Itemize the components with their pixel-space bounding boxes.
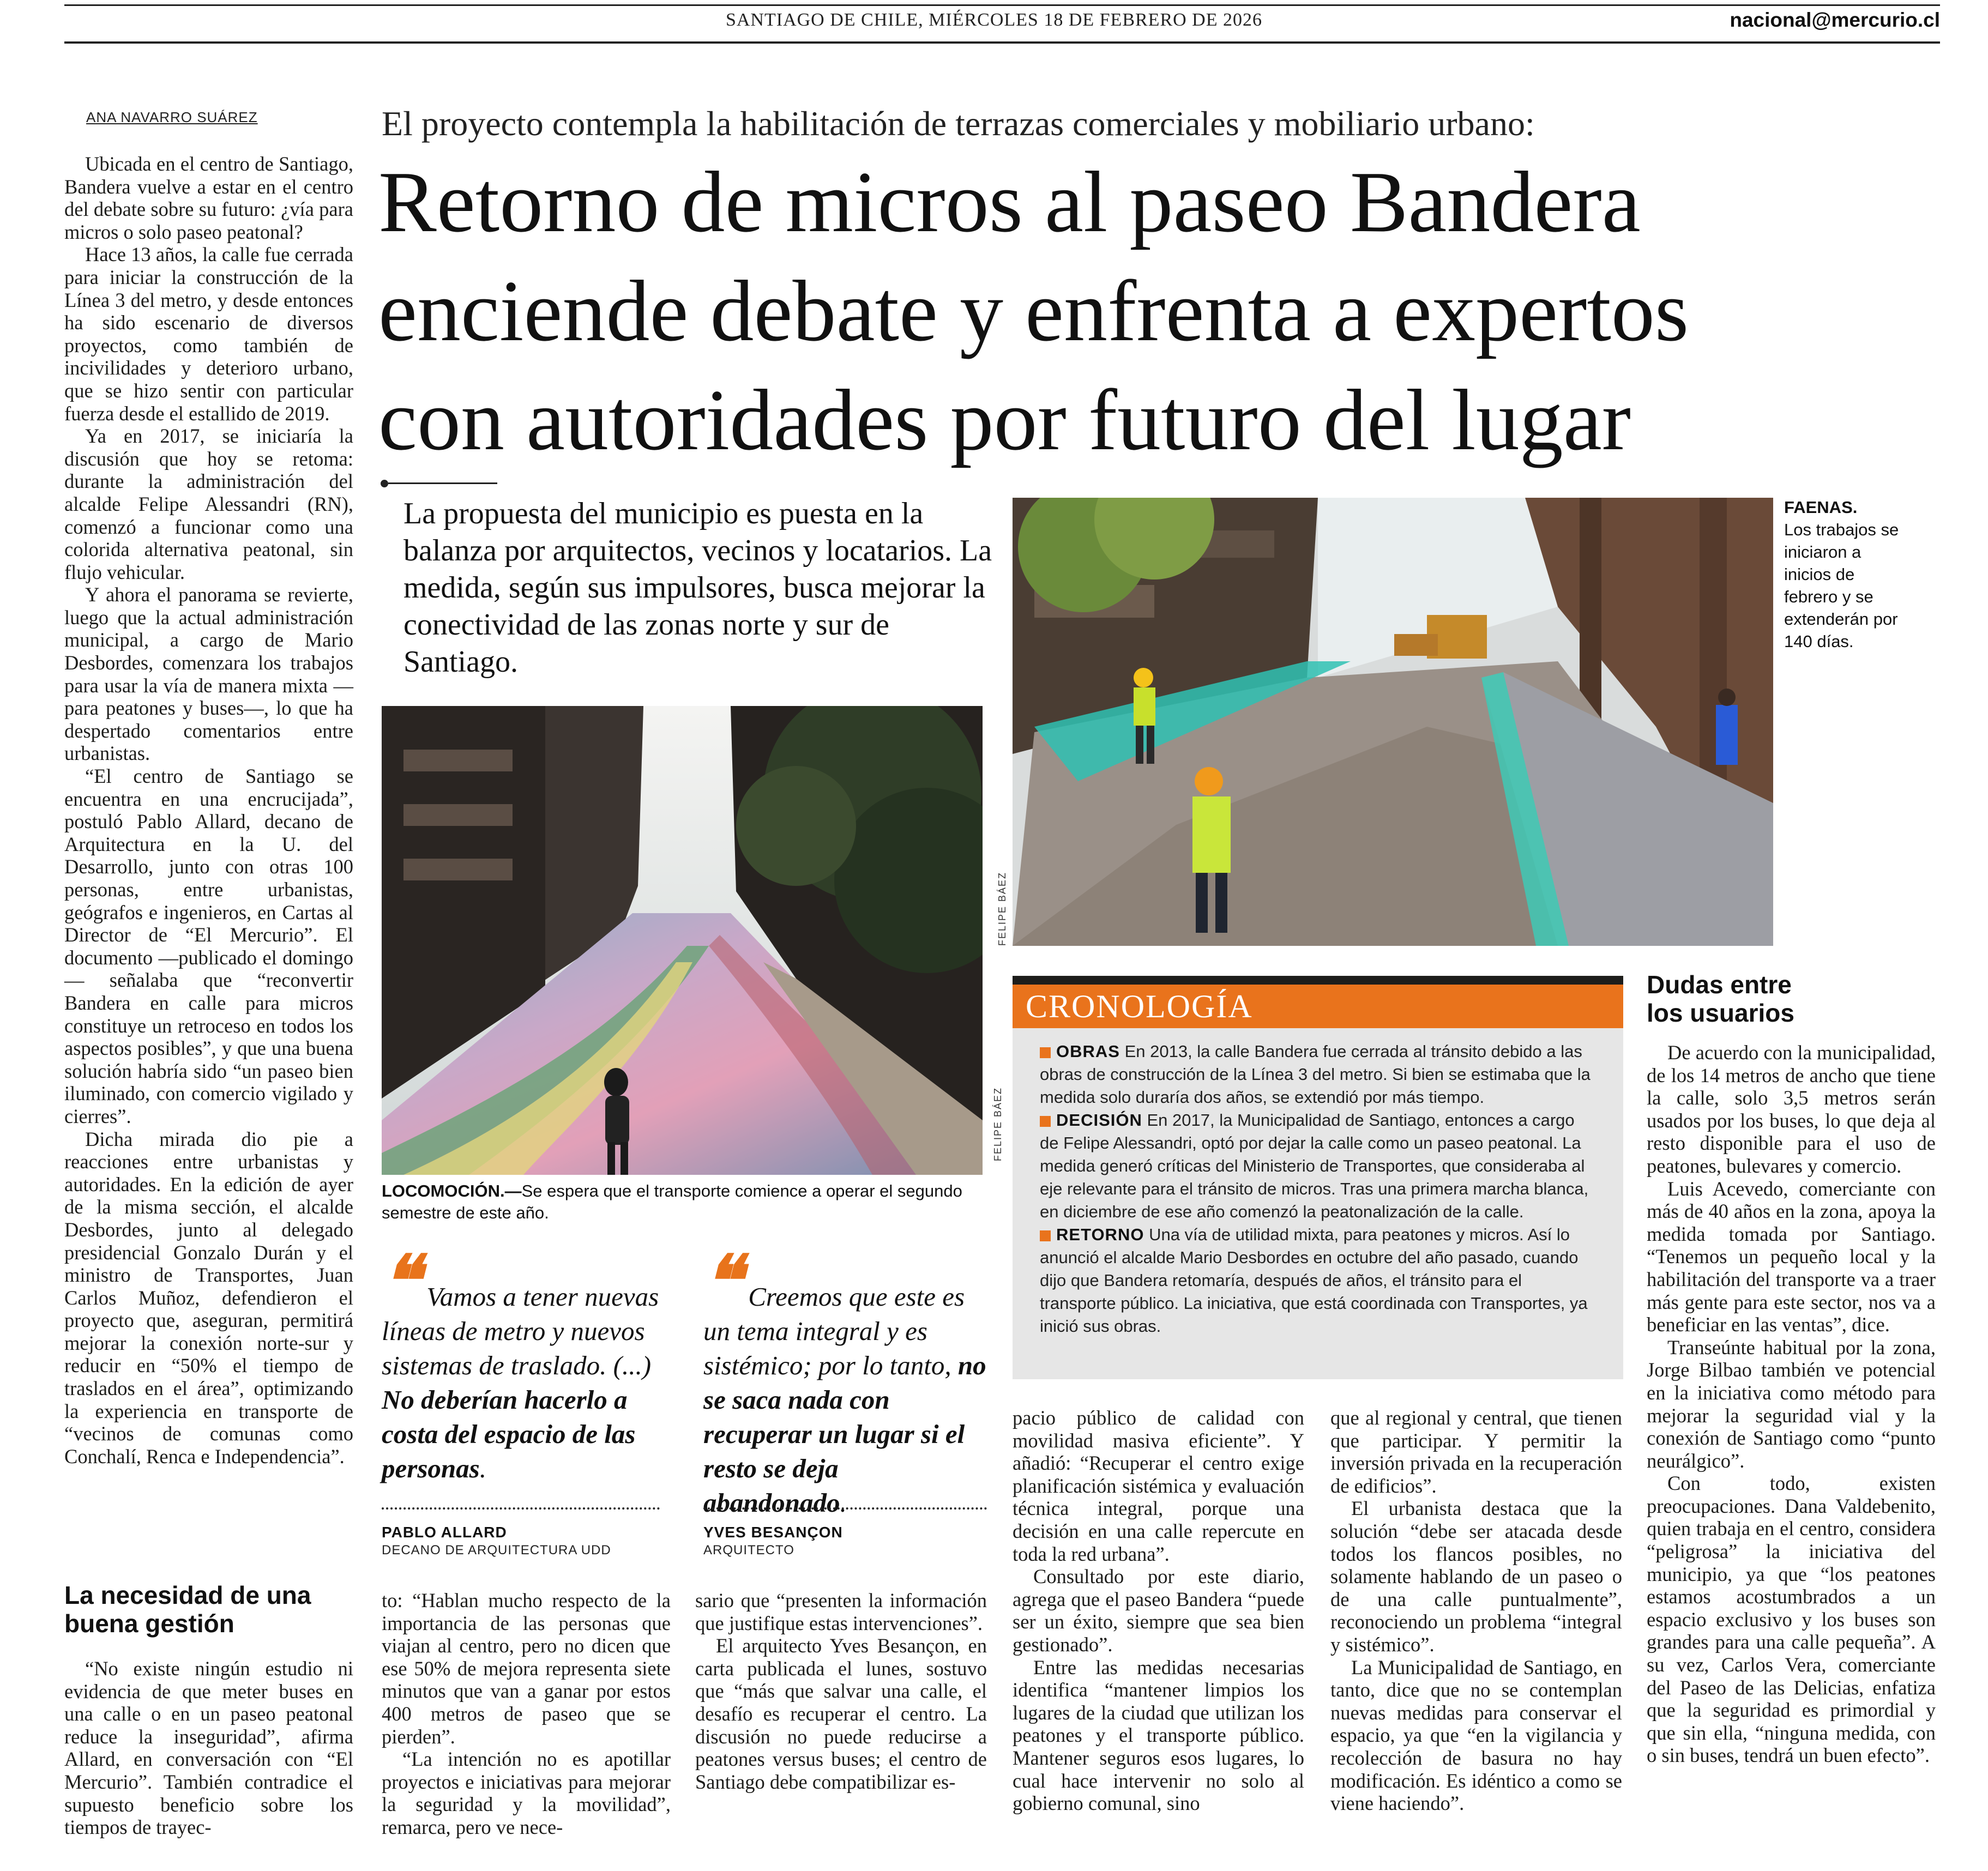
item-label: DECISIÓN <box>1056 1110 1142 1130</box>
headline-line-2: enciende debate y enfrenta a expertos <box>378 262 1689 359</box>
quote-text: Vamos a tener nuevas líneas de metro y nuevos sistemas de traslado. (...) <box>382 1282 659 1380</box>
quote-author-role: ARQUITECTO <box>703 1543 794 1558</box>
item-text: En 2017, la Municipalidad de Santiago, entonces a cargo de Felipe Alessandri, optó por dejar la calle como un paseo peatonal. La medida generó críticas del Ministerio de Transportes, que consideraba al eje relevante para el tránsito de micros. Tras una primera marcha blanca, en diciembre de ese año comenzó la peatonalización de la calle. <box>1040 1110 1589 1221</box>
cronologia-item <box>1040 1109 1596 1223</box>
caption-label: FAENAS. <box>1784 498 1858 517</box>
cronologia-item <box>1040 1040 1596 1109</box>
quote-mark-icon: ❝ <box>382 1239 420 1323</box>
bottom-column-3 <box>695 1589 987 1793</box>
quote-end: . <box>840 1488 847 1518</box>
quote-divider <box>382 1507 660 1510</box>
photo-credit-left: FELIPE BÁEZ <box>992 1087 1003 1161</box>
quote-emphasis: No deberían hacerlo a costa del espacio de las personas <box>382 1385 636 1483</box>
left-column <box>64 153 353 1468</box>
paragraph: Ya en 2017, se iniciaría la discusión que hoy se retoma: durante la administración del alcalde Felipe Alessandri (RN), comenzó a funcionar como una colorida alternativa peatonal, sin flujo vehicular. <box>64 425 353 583</box>
item-text: Una vía de utilidad mixta, para peatones y micros. Así lo anunció el alcalde Mario Desbordes en octubre del año pasado, cuando dijo que Bandera retomaría, después de años, el tránsito para el transporte público. La iniciativa, que está coordinada con Transportes, ya inició sus obras. <box>1040 1225 1588 1336</box>
quote-end: . <box>479 1453 486 1483</box>
section-email[interactable]: nacional@mercurio.cl <box>1730 9 1940 31</box>
paragraph: Entre las medidas necesarias identifica “mantener limpios los lugares de la ciudad que utilizan los peatones y el transporte público. Mantener seguros esos lugares, lo cual hace intervenir no solo al gobierno comunal, sino <box>1013 1656 1304 1815</box>
bottom-column-4 <box>1013 1407 1304 1815</box>
quote-mark-icon: ❝ <box>703 1239 742 1323</box>
headline <box>378 147 1938 474</box>
bottom-column-5 <box>1330 1407 1622 1815</box>
paragraph: De acuerdo con la municipalidad, de los 14 metros de ancho que tiene la calle, solo 3,5 metros serán usados por los buses, lo que deja al resto disponible para el uso de peatones, bulevares y comercio. <box>1647 1041 1936 1177</box>
item-label: RETORNO <box>1056 1225 1144 1244</box>
kicker: El proyecto contempla la habilitación de terrazas comerciales y mobiliario urbano: <box>382 104 1535 143</box>
caption-text: Los trabajos se iniciaron a inicios de febrero y se extenderán por 140 días. <box>1784 520 1899 651</box>
bullet-square-icon <box>1040 1116 1051 1127</box>
dudas-column <box>1647 1041 1936 1767</box>
quote-divider <box>703 1507 987 1510</box>
caption-label: LOCOMOCIÓN.— <box>382 1181 522 1200</box>
paragraph: “La intención no es apotillar proyectos e iniciativas para mejorar la seguridad y la movilidad”, remarca, pero ve nece- <box>382 1748 671 1838</box>
paragraph: to: “Hablan mucho respecto de la importancia de las personas que viajan al centro, pero no dicen que ese 50% de mejora representa siete minutos que van a ganar por estos 400 metros de paseo que se pierden”. <box>382 1589 671 1748</box>
quote-author-name: PABLO ALLARD <box>382 1524 507 1541</box>
paragraph: Ubicada en el centro de Santiago, Bandera vuelve a estar en el centro del debate sobre su futuro: ¿vía para micros o solo paseo peatonal? <box>64 153 353 243</box>
cronologia-bar <box>1013 976 1623 985</box>
subhead-gestion: La necesidad de una buena gestión <box>64 1581 311 1638</box>
bottom-column-2 <box>382 1589 671 1839</box>
cronologia-item <box>1040 1223 1596 1338</box>
paragraph: Dicha mirada dio pie a reacciones entre urbanistas y autoridades. En la edición de ayer de la misma sección, el alcalde Desbordes, junto al delegado presidencial Gonzalo Durán y el ministro de Transportes, Juan Carlos Muñoz, defendieron el proyecto que, aseguran, permitirá mejorar la conexión norte-sur y reducir en “50% el tiempo de traslados en el área”, optimizando la experiencia en transporte de “vecinos de comunas como Conchalí, Renca e Independencia”. <box>64 1127 353 1468</box>
paragraph: “No existe ningún estudio ni evidencia de que meter buses en una calle o en un paseo peatonal reduce la inseguridad”, afirma Allard, en conversación con “El Mercurio”. También contradice el supuesto beneficio sobre los tiempos de trayec- <box>64 1657 353 1839</box>
quote-author-name: YVES BESANÇON <box>703 1524 843 1541</box>
paragraph: El arquitecto Yves Besançon, en carta publicada el lunes, sostuvo que “más que salvar una calle, el desafío es recuperar el centro. La discusión no puede reducirse a peatones versus buses; el centro de Santiago debe compatibilizar es- <box>695 1634 987 1793</box>
deck-rule-line <box>388 482 497 484</box>
caption-locomocion <box>382 1180 987 1224</box>
construction-photo-illustration <box>1013 498 1773 946</box>
bullet-square-icon <box>1040 1230 1051 1241</box>
bullet-square-icon <box>1040 1047 1051 1058</box>
pull-quote-allard <box>382 1239 665 1486</box>
cronologia-box <box>1013 976 1623 1379</box>
item-label: OBRAS <box>1056 1042 1120 1061</box>
top-rule <box>64 4 1940 6</box>
cronologia-list <box>1013 1028 1623 1338</box>
headline-line-3: con autoridades por futuro del lugar <box>378 371 1631 468</box>
paragraph: Y ahora el panorama se revierte, luego que la actual administración municipal, a cargo de Mario Desbordes, comenzara los trabajos para usar la vía de manera mixta —para peatones y buses—, lo que ha despertado comentarios entre urbanistas. <box>64 583 353 765</box>
headline-line-1: Retorno de micros al paseo Bandera <box>378 153 1641 250</box>
photo-credit-right: FELIPE BÁEZ <box>997 871 1008 946</box>
paragraph: Luis Acevedo, comerciante con más de 40 años en la zona, apoya la medida tomada por Santiago. “Tenemos un pequeño local y la habilitación del transporte va a traer más gente para este sector, nos va a beneficiar en las ventas”, dice. <box>1647 1177 1936 1336</box>
paragraph: Transeúnte habitual por la zona, Jorge Bilbao también ve potencial en la iniciativa como método para mejorar la seguridad vial y la conexión de Santiago como “punto neurálgico”. <box>1647 1336 1936 1472</box>
byline: ANA NAVARRO SUÁREZ <box>86 109 258 125</box>
paragraph: “El centro de Santiago se encuentra en una encrucijada”, postuló Pablo Allard, decano de Arquitectura en la U. del Desarrollo, junto con otras 100 personas, entre urbanistas, geógrafos e ingenieros, en Cartas al Director de “El Mercurio”. El documento —publicado el domingo— señalaba que “reconvertir Bandera en calle para micros constituye un retroceso en todos los aspectos posibles”, y que una buena solución habría sido “un paseo bien iluminado, con comercio vigilado y cierres”. <box>64 765 353 1127</box>
paragraph: Hace 13 años, la calle fue cerrada para iniciar la construcción de la Línea 3 del metro, y desde entonces ha sido escenario de diversos proyectos, como también de incivilidades y deterioro urbano, que se hizo sentir con particular fuerza desde el estallido de 2019. <box>64 243 353 425</box>
subhead-dudas: Dudas entre los usuarios <box>1647 970 1794 1027</box>
paragraph: Con todo, existen preocupaciones. Dana Valdebenito, quien trabaja en el centro, considera “peligrosa” la iniciativa del municipio, ya que “los peatones estamos acostumbrados a un espacio exclusivo y los buses son grandes para una calle pequeña”. A su vez, Carlos Vera, comerciante del Paseo de las Delicias, enfatiza que la seguridad es primordial y que sin ella, “ninguna medida, con o sin buses, tendrá un buen efecto”. <box>1647 1472 1936 1767</box>
item-text: En 2013, la calle Bandera fue cerrada al tránsito debido a las obras de construcción de la Línea 3 del metro. Si bien se estimaba que la medida solo duraría dos años, se extendió por más tiempo. <box>1040 1042 1591 1107</box>
deck: La propuesta del municipio es puesta en la balanza por arquitectos, vecinos y locatarios. La medida, según sus impulsores, busca mejorar la conectividad de las zonas norte y sur de Santiago. <box>403 497 992 679</box>
cronologia-title: CRONOLOGÍA <box>1013 985 1623 1028</box>
paragraph: Consultado por este diario, agrega que el paseo Bandera “puede ser un éxito, siempre que sea bien gestionado”. <box>1013 1565 1304 1656</box>
paragraph: que al regional y central, que tienen que participar. Y permitir la inversión privada en la recuperación de edificios”. <box>1330 1407 1622 1497</box>
paragraph: El urbanista destaca que la solución “debe ser atacada desde todos los flancos posibles, no solamente hablando de un paseo o de una calle puntualmente”, reconociendo un problema “integral y sistémico”. <box>1330 1497 1622 1656</box>
deck-rule-dot <box>381 480 388 487</box>
dateline: SANTIAGO DE CHILE, MIÉRCOLES 18 DE FEBRERO DE 2026 <box>725 10 1263 30</box>
photo-locomocion <box>382 706 983 1175</box>
paragraph: La Municipalidad de Santiago, en tanto, dice que no se contemplan nuevas medidas para conservar el espacio, ya que “en la vigilancia y recolección de basura no hay modificación. Es idéntico a como se viene haciendo”. <box>1330 1656 1622 1815</box>
photo-faenas <box>1013 498 1773 946</box>
paragraph: pacio público de calidad con movilidad masiva eficiente”. Y añadió: “Recuperar el centro exige planificación sistémica y evaluación técnica integral, porque una decisión en una calle repercute en toda la red urbana”. <box>1013 1407 1304 1565</box>
pull-quote-besancon <box>703 1239 987 1520</box>
masthead-rule <box>64 41 1940 44</box>
caption-text: Se espera que el transporte comience a operar el segundo semestre de este año. <box>382 1181 962 1222</box>
quote-emphasis: no se saca nada con recuperar un lugar si el resto se deja abandonado <box>703 1350 986 1518</box>
street-photo-illustration <box>382 706 983 1175</box>
quote-author-role: DECANO DE ARQUITECTURA UDD <box>382 1543 611 1558</box>
gestion-column <box>64 1657 353 1839</box>
quote-text: Creemos que este es un tema integral y es sistémico; por lo tanto, <box>703 1282 965 1380</box>
paragraph: sario que “presenten la información que justifique estas intervenciones”. <box>695 1589 987 1634</box>
caption-faenas <box>1784 496 1904 653</box>
